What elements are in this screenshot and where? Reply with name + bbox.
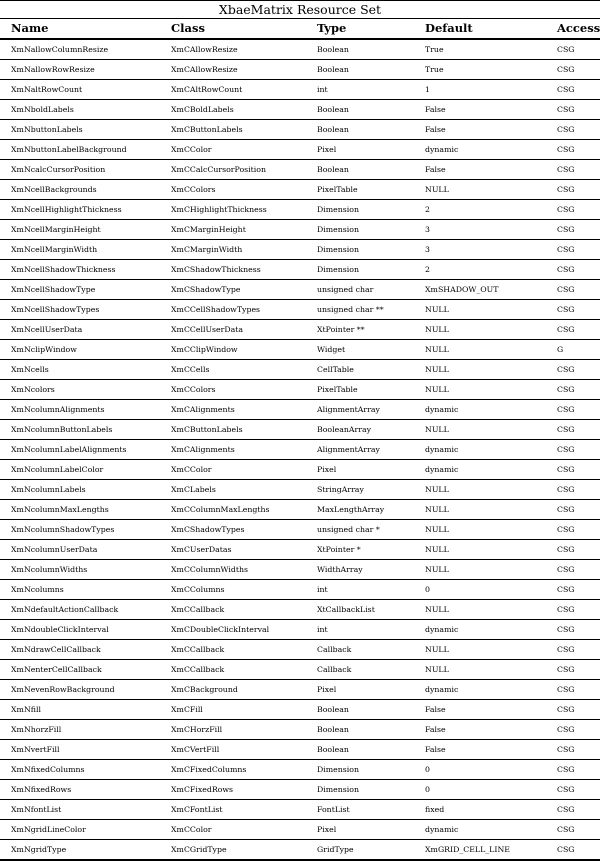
table-row [0,680,600,700]
cell-type: BooleanArray [306,420,414,440]
cell-type: Dimension [306,260,414,280]
cell-type: AlignmentArray [306,440,414,460]
table-row [0,740,600,760]
table-row [0,380,600,400]
cell-name: XmNgridLineColor [0,820,160,840]
cell-class: XmCAlignments [160,440,306,460]
cell-name: XmNdefaultActionCallback [0,600,160,620]
cell-class: XmCCallback [160,600,306,620]
cell-name: XmNallowRowResize [0,60,160,80]
cell-type: Dimension [306,200,414,220]
cell-class: XmCAllowResize [160,60,306,80]
cell-name: XmNhorzFill [0,720,160,740]
column-header-access: Access [546,19,600,39]
cell-default: 0 [414,780,546,800]
cell-type: Callback [306,660,414,680]
table-row [0,580,600,600]
cell-name: XmNcellShadowTypes [0,300,160,320]
cell-access: CSG [546,120,600,140]
cell-type: Pixel [306,140,414,160]
cell-name: XmNboldLabels [0,100,160,120]
cell-access: CSG [546,660,600,680]
table-row [0,120,600,140]
cell-class: XmCMarginWidth [160,240,306,260]
table-row [0,560,600,580]
cell-type: Pixel [306,680,414,700]
cell-default: False [414,120,546,140]
cell-access: CSG [546,100,600,120]
cell-type: unsigned char ** [306,300,414,320]
cell-name: XmNcellMarginWidth [0,240,160,260]
cell-type: FontList [306,800,414,820]
cell-default: 1 [414,80,546,100]
cell-name: XmNcolumnMaxLengths [0,500,160,520]
cell-type: WidthArray [306,560,414,580]
table-row [0,300,600,320]
cell-class: XmCMarginHeight [160,220,306,240]
cell-name: XmNfontList [0,800,160,820]
table-row [0,320,600,340]
cell-name: XmNcellBackgrounds [0,180,160,200]
cell-type: CellTable [306,360,414,380]
cell-type: Widget [306,340,414,360]
cell-default: fixed [414,800,546,820]
cell-class: XmCColors [160,180,306,200]
cell-default: False [414,160,546,180]
cell-default: 2 [414,200,546,220]
cell-default: NULL [414,500,546,520]
cell-access: CSG [546,140,600,160]
cell-access: CSG [546,840,600,861]
column-header-default: Default [414,19,546,39]
cell-class: XmCCellShadowTypes [160,300,306,320]
cell-class: XmCCellUserData [160,320,306,340]
cell-default: dynamic [414,400,546,420]
cell-type: unsigned char * [306,520,414,540]
cell-class: XmCAltRowCount [160,80,306,100]
cell-type: Pixel [306,820,414,840]
cell-default: False [414,740,546,760]
table-row [0,660,600,680]
cell-default: NULL [414,560,546,580]
cell-access: G [546,340,600,360]
cell-default: 2 [414,260,546,280]
table-row [0,60,600,80]
cell-type: Callback [306,640,414,660]
cell-access: CSG [546,180,600,200]
table-row [0,720,600,740]
cell-default: dynamic [414,620,546,640]
cell-name: XmNcolumnLabelColor [0,460,160,480]
cell-access: CSG [546,620,600,640]
cell-access: CSG [546,500,600,520]
column-header-name: Name [0,19,160,39]
cell-access: CSG [546,80,600,100]
table-row [0,260,600,280]
cell-name: XmNcellMarginHeight [0,220,160,240]
cell-access: CSG [546,780,600,800]
cell-type: Boolean [306,100,414,120]
cell-name: XmNdrawCellCallback [0,640,160,660]
cell-class: XmCColor [160,820,306,840]
table-row [0,240,600,260]
cell-access: CSG [546,400,600,420]
cell-access: CSG [546,360,600,380]
cell-default: True [414,39,546,60]
cell-access: CSG [546,820,600,840]
cell-default: False [414,720,546,740]
cell-name: XmNcolumnLabels [0,480,160,500]
cell-class: XmCButtonLabels [160,420,306,440]
cell-type: Boolean [306,60,414,80]
column-header-type: Type [306,19,414,39]
cell-access: CSG [546,300,600,320]
cell-class: XmCBackground [160,680,306,700]
cell-name: XmNcalcCursorPosition [0,160,160,180]
cell-type: Boolean [306,700,414,720]
cell-name: XmNcellHighlightThickness [0,200,160,220]
table-row [0,280,600,300]
cell-default: dynamic [414,440,546,460]
cell-class: XmCVertFill [160,740,306,760]
table-row [0,80,600,100]
cell-default: NULL [414,340,546,360]
cell-access: CSG [546,520,600,540]
cell-type: int [306,80,414,100]
table-row [0,700,600,720]
cell-access: CSG [546,740,600,760]
table-row [0,520,600,540]
table-row [0,480,600,500]
cell-type: GridType [306,840,414,861]
cell-type: Boolean [306,120,414,140]
cell-name: XmNfixedRows [0,780,160,800]
cell-type: MaxLengthArray [306,500,414,520]
cell-type: int [306,620,414,640]
cell-type: Dimension [306,220,414,240]
cell-access: CSG [546,480,600,500]
cell-class: XmCBoldLabels [160,100,306,120]
cell-class: XmCCells [160,360,306,380]
cell-class: XmCColor [160,140,306,160]
table-row [0,420,600,440]
table-row [0,340,600,360]
cell-default: XmGRID_CELL_LINE [414,840,546,861]
cell-default: NULL [414,480,546,500]
table-row [0,600,600,620]
table-row [0,140,600,160]
cell-class: XmCAllowResize [160,39,306,60]
table-row [0,460,600,480]
table-row [0,200,600,220]
cell-access: CSG [546,640,600,660]
cell-class: XmCLabels [160,480,306,500]
cell-class: XmCDoubleClickInterval [160,620,306,640]
cell-default: False [414,100,546,120]
cell-name: XmNdoubleClickInterval [0,620,160,640]
cell-type: PixelTable [306,180,414,200]
cell-default: False [414,700,546,720]
cell-class: XmCGridType [160,840,306,861]
cell-type: XtPointer * [306,540,414,560]
cell-access: CSG [546,160,600,180]
cell-default: NULL [414,520,546,540]
cell-access: CSG [546,600,600,620]
cell-default: dynamic [414,680,546,700]
table-row [0,800,600,820]
table-row [0,220,600,240]
cell-name: XmNcells [0,360,160,380]
table-row [0,400,600,420]
cell-name: XmNevenRowBackground [0,680,160,700]
table-title: XbaeMatrix Resource Set [0,0,600,19]
cell-name: XmNfill [0,700,160,720]
cell-name: XmNfixedColumns [0,760,160,780]
cell-name: XmNcolumnLabelAlignments [0,440,160,460]
cell-default: dynamic [414,820,546,840]
cell-type: Dimension [306,760,414,780]
cell-class: XmCShadowTypes [160,520,306,540]
table-row [0,160,600,180]
cell-class: XmCFontList [160,800,306,820]
cell-type: XtPointer ** [306,320,414,340]
cell-access: CSG [546,760,600,780]
cell-access: CSG [546,260,600,280]
cell-access: CSG [546,240,600,260]
cell-name: XmNcolumnWidths [0,560,160,580]
cell-class: XmCHorzFill [160,720,306,740]
table-row [0,100,600,120]
cell-name: XmNaltRowCount [0,80,160,100]
cell-default: NULL [414,600,546,620]
header-row [0,19,600,39]
cell-access: CSG [546,680,600,700]
cell-name: XmNcellUserData [0,320,160,340]
cell-default: True [414,60,546,80]
cell-default: NULL [414,380,546,400]
table-row [0,180,600,200]
table-row [0,500,600,520]
cell-name: XmNcellShadowThickness [0,260,160,280]
cell-name: XmNgridType [0,840,160,861]
cell-access: CSG [546,200,600,220]
cell-type: AlignmentArray [306,400,414,420]
column-header-class: Class [160,19,306,39]
cell-type: XtCallbackList [306,600,414,620]
cell-type: Pixel [306,460,414,480]
cell-class: XmCColumns [160,580,306,600]
cell-type: int [306,580,414,600]
cell-class: XmCCalcCursorPosition [160,160,306,180]
cell-class: XmCShadowThickness [160,260,306,280]
cell-class: XmCShadowType [160,280,306,300]
cell-name: XmNcolumnUserData [0,540,160,560]
cell-name: XmNclipWindow [0,340,160,360]
table-row [0,540,600,560]
cell-class: XmCCallback [160,660,306,680]
cell-access: CSG [546,220,600,240]
cell-access: CSG [546,39,600,60]
cell-class: XmCClipWindow [160,340,306,360]
cell-default: NULL [414,420,546,440]
cell-access: CSG [546,700,600,720]
cell-class: XmCButtonLabels [160,120,306,140]
table-row [0,760,600,780]
cell-type: Boolean [306,160,414,180]
resource-table [0,19,600,861]
cell-class: XmCFill [160,700,306,720]
cell-access: CSG [546,60,600,80]
cell-default: dynamic [414,460,546,480]
table-row [0,360,600,380]
cell-access: CSG [546,460,600,480]
cell-class: XmCAlignments [160,400,306,420]
cell-access: CSG [546,720,600,740]
cell-class: XmCFixedRows [160,780,306,800]
cell-access: CSG [546,540,600,560]
cell-name: XmNcolumnButtonLabels [0,420,160,440]
cell-class: XmCHighlightThickness [160,200,306,220]
cell-default: 3 [414,240,546,260]
table-row [0,39,600,60]
table-body [0,39,600,860]
cell-class: XmCFixedColumns [160,760,306,780]
cell-default: NULL [414,180,546,200]
cell-name: XmNallowColumnResize [0,39,160,60]
cell-name: XmNvertFill [0,740,160,760]
cell-name: XmNcolumns [0,580,160,600]
cell-access: CSG [546,560,600,580]
cell-default: NULL [414,540,546,560]
table-row [0,840,600,861]
cell-name: XmNbuttonLabelBackground [0,140,160,160]
cell-type: PixelTable [306,380,414,400]
cell-default: dynamic [414,140,546,160]
cell-default: 0 [414,760,546,780]
cell-access: CSG [546,580,600,600]
cell-class: XmCColumnWidths [160,560,306,580]
cell-class: XmCColumnMaxLengths [160,500,306,520]
cell-name: XmNcellShadowType [0,280,160,300]
cell-default: 0 [414,580,546,600]
cell-type: Boolean [306,720,414,740]
cell-name: XmNenterCellCallback [0,660,160,680]
cell-default: NULL [414,320,546,340]
table-row [0,440,600,460]
cell-type: Dimension [306,780,414,800]
cell-type: Boolean [306,39,414,60]
cell-name: XmNcolors [0,380,160,400]
cell-access: CSG [546,380,600,400]
cell-default: 3 [414,220,546,240]
cell-class: XmCCallback [160,640,306,660]
cell-class: XmCColors [160,380,306,400]
cell-name: XmNcolumnAlignments [0,400,160,420]
table-row [0,640,600,660]
cell-access: CSG [546,440,600,460]
cell-type: unsigned char [306,280,414,300]
cell-default: NULL [414,660,546,680]
cell-default: NULL [414,300,546,320]
cell-access: CSG [546,800,600,820]
cell-default: NULL [414,360,546,380]
cell-access: CSG [546,320,600,340]
cell-default: NULL [414,640,546,660]
cell-type: Dimension [306,240,414,260]
cell-name: XmNbuttonLabels [0,120,160,140]
cell-access: CSG [546,280,600,300]
cell-default: XmSHADOW_OUT [414,280,546,300]
cell-class: XmCUserDatas [160,540,306,560]
table-row [0,820,600,840]
cell-type: Boolean [306,740,414,760]
cell-type: StringArray [306,480,414,500]
table-row [0,780,600,800]
cell-class: XmCColor [160,460,306,480]
cell-access: CSG [546,420,600,440]
table-row [0,620,600,640]
cell-name: XmNcolumnShadowTypes [0,520,160,540]
